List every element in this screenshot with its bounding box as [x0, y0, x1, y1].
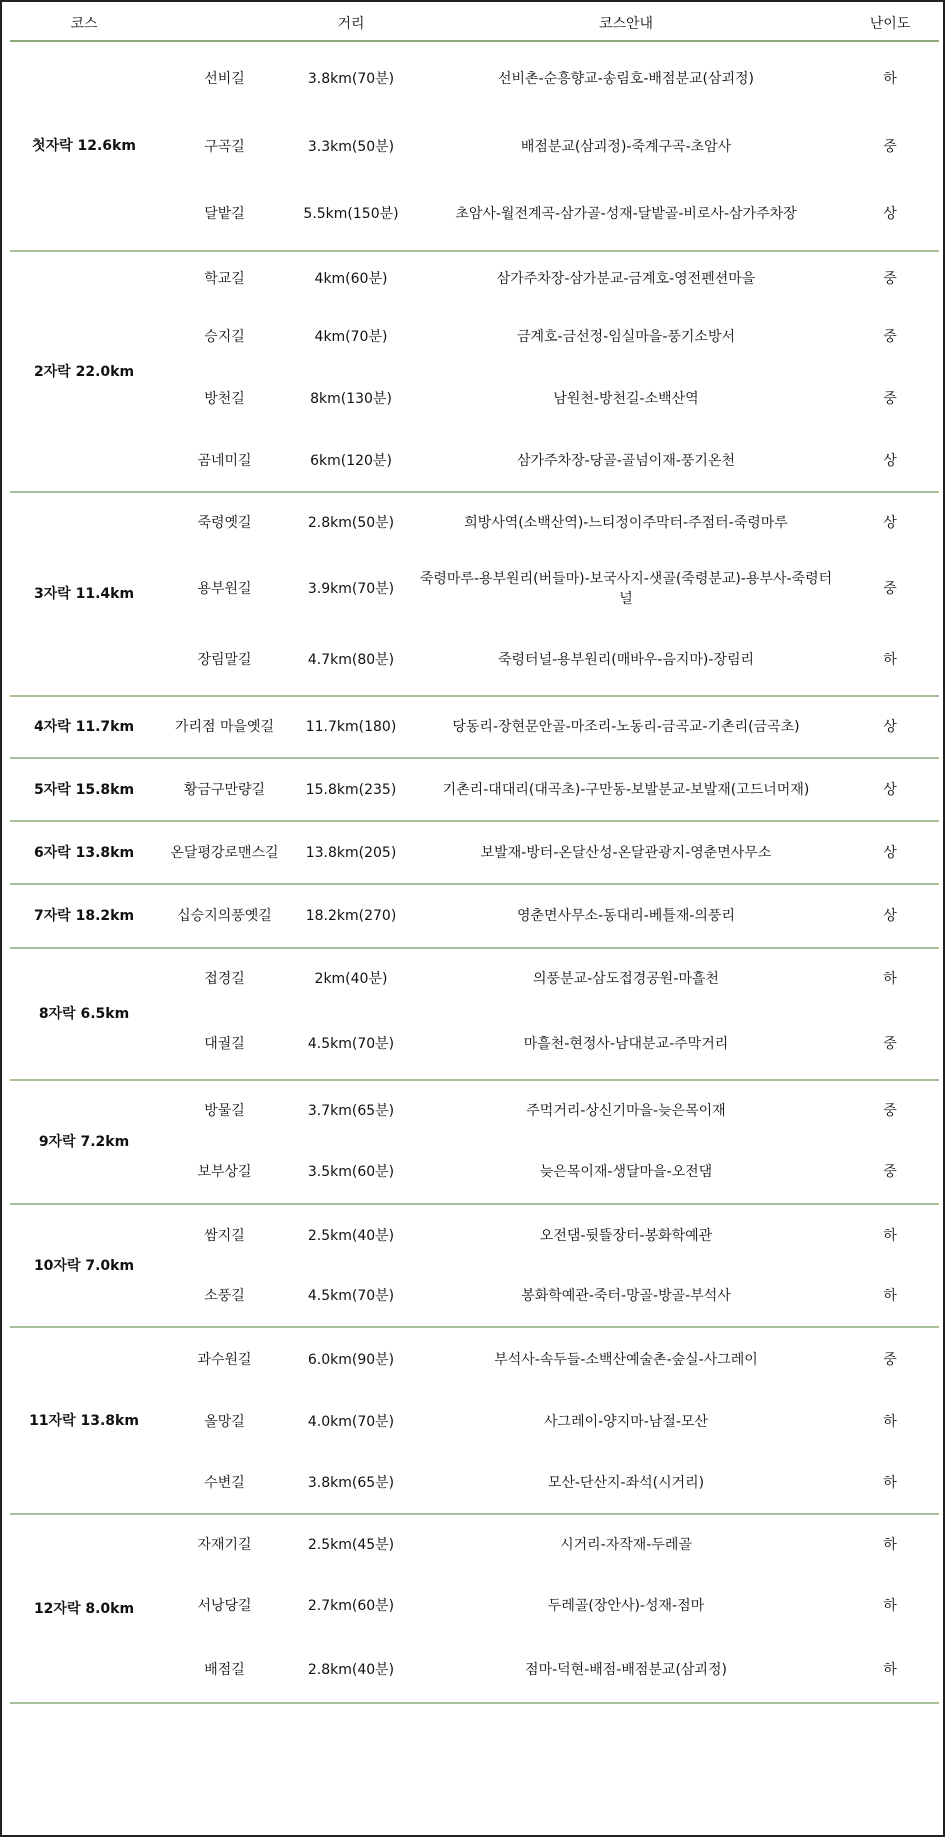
- table-row: [10, 492, 939, 553]
- trail-route: 오전댐-뒷뜰장터-봉화학예관: [539, 1227, 713, 1244]
- trail-distance: 4.0km(70분): [307, 1414, 395, 1430]
- trail-name: 학교길: [204, 271, 245, 287]
- trail-difficulty: 중: [883, 1351, 897, 1368]
- trail-distance: 6.0km(90분): [307, 1351, 395, 1368]
- trail-distance: 3.3km(50분): [307, 139, 395, 155]
- trail-difficulty: 상: [883, 515, 897, 531]
- trail-route: 기촌리-대대리(대곡초)-구만동-보발분교-보발재(고드너머재): [411, 758, 841, 821]
- trail-distance: 4.5km(70분): [291, 1009, 411, 1080]
- trail-difficulty: 상: [841, 696, 939, 758]
- table-row: [10, 884, 939, 948]
- trail-name: 선비길: [204, 71, 245, 87]
- trail-name: 십승지의풍옛길: [158, 884, 291, 948]
- trail-route: 삼가주차장-삼가분교-금계호-영전펜션마을: [496, 271, 756, 287]
- header-row: [10, 6, 939, 41]
- trail-difficulty: 상: [841, 821, 939, 884]
- trail-distance: 2.8km(50분): [307, 515, 395, 531]
- trail-difficulty: 상: [841, 758, 939, 821]
- header-trail: [158, 6, 291, 41]
- course-group-name: 5자락 15.8km: [10, 758, 158, 821]
- trail-difficulty: 하: [841, 1637, 939, 1703]
- trail-route: 금계호-금선정-임실마을-풍기소방서: [516, 329, 735, 345]
- trail-difficulty: 하: [841, 1266, 939, 1327]
- trail-route: 봉화학예관-죽터-망골-방골-부석사: [411, 1266, 841, 1327]
- header-difficulty: 난이도: [841, 6, 939, 41]
- course-group-name: 7자락 18.2km: [10, 884, 158, 948]
- trail-route: 의풍분교-삼도접경공원-마흘천: [533, 971, 719, 987]
- course-group-name: 첫자락 12.6km: [10, 41, 158, 251]
- trail-name: 승지길: [204, 329, 245, 345]
- trail-distance: 3.5km(60분): [291, 1141, 411, 1204]
- trail-name: 장림말길: [158, 625, 291, 696]
- table-row: [10, 948, 939, 1009]
- trail-name: 서낭당길: [197, 1598, 252, 1614]
- trail-distance: 2.7km(60분): [307, 1598, 395, 1614]
- trail-name: 수변길: [158, 1453, 291, 1514]
- trail-distance: 3.8km(70분): [307, 71, 395, 87]
- course-group-name: 4자락 11.7km: [10, 696, 158, 758]
- trail-route: 부석사-속두들-소백산예술촌-숲실-사그레이: [494, 1351, 758, 1368]
- course-table: [10, 6, 939, 1704]
- trail-name: 달밭길: [158, 178, 291, 251]
- table-row: [10, 821, 939, 884]
- trail-name: 배점길: [158, 1637, 291, 1703]
- header-guide: 코스안내: [411, 6, 841, 41]
- trail-distance: 13.8km(205): [291, 821, 411, 884]
- trail-name: 가리점 마을옛길: [158, 696, 291, 758]
- trail-difficulty: 하: [841, 1453, 939, 1514]
- trail-distance: 4.5km(70분): [291, 1266, 411, 1327]
- trail-difficulty: 중: [883, 271, 897, 287]
- trail-difficulty: 하: [883, 1598, 897, 1614]
- trail-name: 곰네미길: [158, 430, 291, 492]
- trail-distance: 2.5km(45분): [307, 1537, 395, 1553]
- table-row: [10, 251, 939, 306]
- trail-route: 늦은목이재-생달마을-오전댐: [411, 1141, 841, 1204]
- trail-route: 죽령마루-용부원리(버들마)-보국사지-샛골(죽령분교)-용부사-죽령터널: [419, 571, 833, 607]
- trail-difficulty: 중: [883, 581, 897, 597]
- trail-name: 보부상길: [158, 1141, 291, 1204]
- trail-distance: 4km(70분): [314, 329, 388, 345]
- trail-route: 선비촌-순흥향교-송림호-배점분교(삼괴정): [498, 71, 754, 87]
- trail-distance: 3.8km(65분): [291, 1453, 411, 1514]
- trail-name: 방물길: [204, 1103, 245, 1119]
- trail-distance: 4km(60분): [314, 271, 388, 287]
- trail-route: 시거리-자작재-두레골: [560, 1537, 692, 1553]
- trail-route: 모산-단산지-좌석(시거리): [411, 1453, 841, 1514]
- trail-difficulty: 중: [883, 329, 897, 345]
- trail-name: 소풍길: [158, 1266, 291, 1327]
- trail-route: 삼가주차장-당골-골넘이재-풍기온천: [411, 430, 841, 492]
- trail-difficulty: 상: [841, 884, 939, 948]
- course-group-name: 6자락 13.8km: [10, 821, 158, 884]
- trail-route: 보발재-방터-온달산성-온달관광지-영춘면사무소: [411, 821, 841, 884]
- trail-difficulty: 하: [883, 1414, 897, 1430]
- trail-distance: 3.9km(70분): [307, 581, 395, 597]
- trail-route: 희방사역(소백산역)-느티정이주막터-주점터-죽령마루: [464, 515, 788, 531]
- trail-distance: 6km(120분): [291, 430, 411, 492]
- trail-route: 죽령터널-용부원리(매바우-음지마)-장림리: [411, 625, 841, 696]
- course-group-name: 12자락 8.0km: [10, 1514, 158, 1703]
- trail-name: 황금구만량길: [158, 758, 291, 821]
- table-row: [10, 1514, 939, 1575]
- trail-route: 사그레이-양지마-남절-모산: [544, 1414, 708, 1430]
- trail-difficulty: 중: [883, 1103, 897, 1119]
- trail-distance: 2km(40분): [314, 971, 388, 987]
- trail-route: 마흘천-현정사-남대분교-주막거리: [411, 1009, 841, 1080]
- table-row: [10, 696, 939, 758]
- trail-route: 남원천-방천길-소백산역: [553, 391, 699, 407]
- trail-route: 당동리-장현문안골-마조리-노동리-금곡교-기촌리(금곡초): [411, 696, 841, 758]
- trail-distance: 15.8km(235): [291, 758, 411, 821]
- trail-route: 점마-덕현-배점-배점분교(삼괴정): [411, 1637, 841, 1703]
- trail-name: 접경길: [204, 971, 245, 987]
- trail-name: 용부원길: [197, 581, 252, 597]
- trail-name: 구곡길: [204, 139, 245, 155]
- trail-distance: 3.7km(65분): [307, 1103, 395, 1119]
- trail-difficulty: 중: [883, 391, 897, 407]
- trail-name: 올망길: [204, 1414, 245, 1430]
- trail-difficulty: 하: [841, 625, 939, 696]
- table-row: [10, 41, 939, 116]
- trail-distance: 11.7km(180): [291, 696, 411, 758]
- trail-difficulty: 중: [883, 139, 897, 155]
- course-group-name: 2자락 22.0km: [10, 251, 158, 492]
- trail-distance: 18.2km(270): [291, 884, 411, 948]
- trail-distance: 2.5km(40분): [307, 1227, 395, 1244]
- trail-route: 영춘면사무소-동대리-베틀재-의풍리: [411, 884, 841, 948]
- trail-name: 대궐길: [158, 1009, 291, 1080]
- table-row: [10, 1204, 939, 1266]
- table-body: [10, 41, 939, 1703]
- course-group-name: 9자락 7.2km: [10, 1080, 158, 1204]
- trail-route: 초암사-월전계곡-삼가골-성재-달밭골-비로사-삼가주차장: [411, 178, 841, 251]
- trail-route: 주먹거리-상신기마을-늦은목이재: [526, 1103, 726, 1119]
- trail-difficulty: 상: [841, 430, 939, 492]
- trail-difficulty: 상: [841, 178, 939, 251]
- course-group-name: 3자락 11.4km: [10, 492, 158, 696]
- trail-distance: 4.7km(80분): [291, 625, 411, 696]
- trail-route: 배점분교(삼괴정)-죽계구곡-초암사: [520, 139, 732, 155]
- trail-distance: 2.8km(40분): [291, 1637, 411, 1703]
- table-row: [10, 1080, 939, 1141]
- table-row: [10, 758, 939, 821]
- trail-difficulty: 중: [841, 1009, 939, 1080]
- course-group-name: 11자락 13.8km: [10, 1327, 158, 1514]
- trail-difficulty: 하: [883, 71, 897, 87]
- trail-difficulty: 하: [883, 1537, 897, 1553]
- trail-name: 자재기길: [197, 1537, 252, 1553]
- trail-name: 온달평강로맨스길: [158, 821, 291, 884]
- table-row: [10, 1327, 939, 1391]
- trail-distance: 8km(130분): [310, 391, 392, 407]
- course-group-name: 8자락 6.5km: [10, 948, 158, 1080]
- trail-difficulty: 하: [883, 1227, 897, 1244]
- trail-difficulty: 하: [883, 971, 897, 987]
- trail-name: 쌈지길: [204, 1227, 245, 1244]
- trail-name: 죽령옛길: [197, 515, 252, 531]
- trail-route: 두레골(장안사)-성재-점마: [547, 1598, 705, 1614]
- header-distance: 거리: [291, 6, 411, 41]
- trail-name: 과수원길: [197, 1351, 252, 1368]
- trail-distance: 5.5km(150분): [291, 178, 411, 251]
- trail-difficulty: 중: [841, 1141, 939, 1204]
- trail-name: 방천길: [204, 391, 245, 407]
- header-course: 코스: [10, 6, 158, 41]
- course-group-name: 10자락 7.0km: [10, 1204, 158, 1327]
